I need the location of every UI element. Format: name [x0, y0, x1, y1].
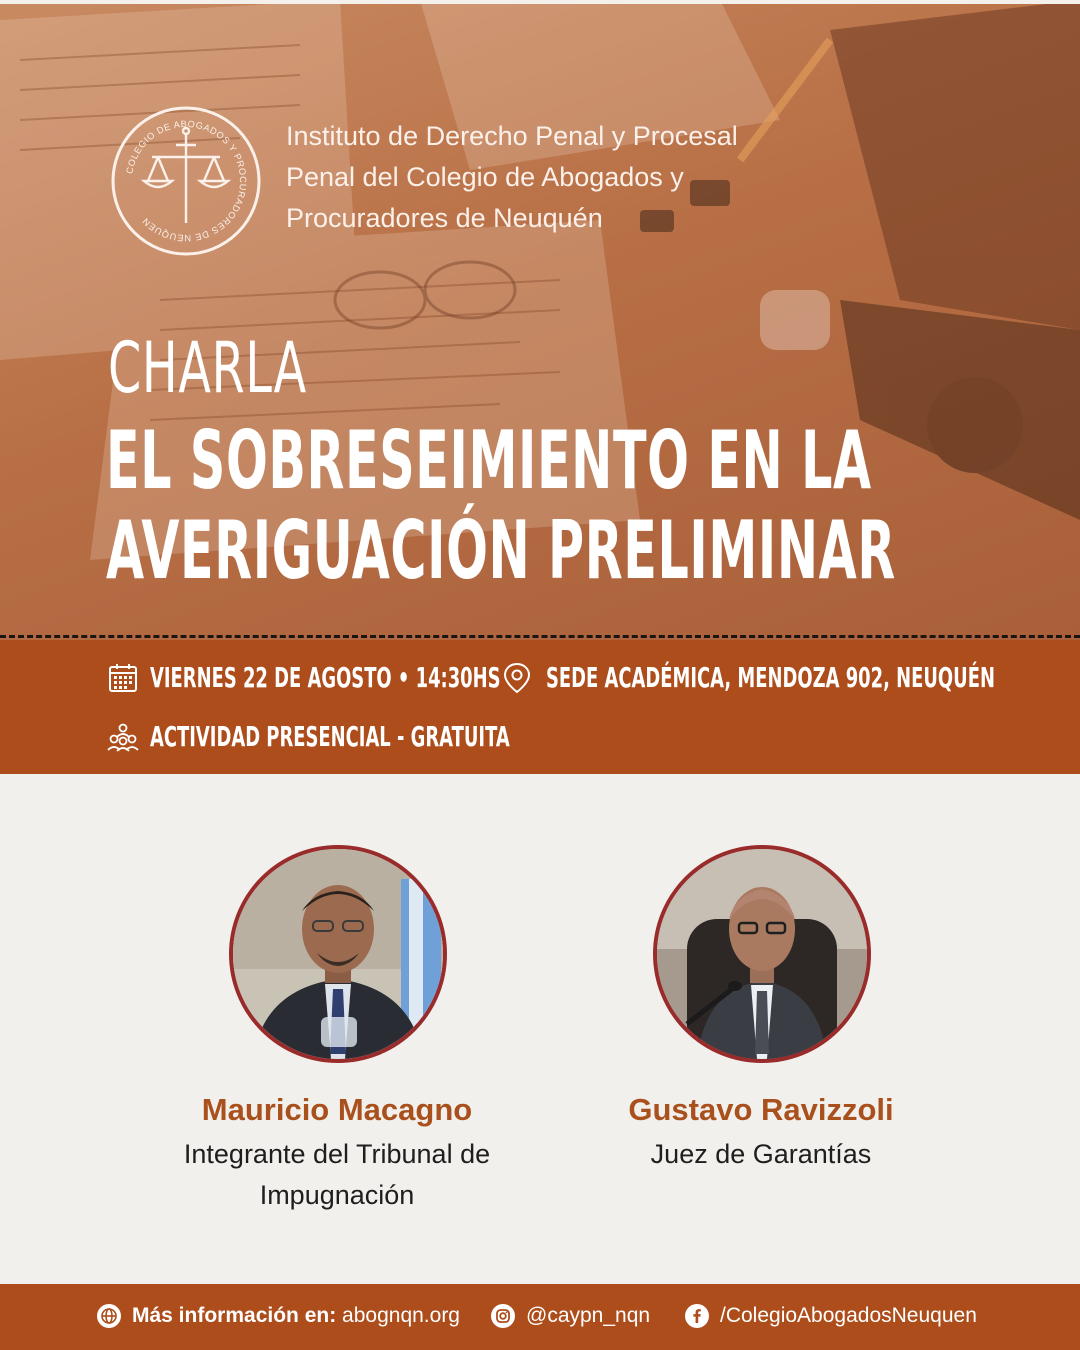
- hero-section: [0, 0, 1080, 640]
- institute-line: Procuradores de Neuquén: [286, 203, 603, 233]
- speaker-portrait-icon: [657, 849, 867, 1059]
- institute-name: [286, 116, 846, 239]
- speaker-role-line: Juez de Garantías: [650, 1139, 872, 1169]
- institute-line: Penal del Colegio de Abogados y: [286, 162, 684, 192]
- speaker-role: [137, 1134, 537, 1216]
- speaker-name: Gustavo Ravizzoli: [628, 1092, 894, 1127]
- map-pin-icon: [500, 661, 534, 695]
- website-link[interactable]: [96, 1302, 460, 1330]
- instagram-icon: [490, 1303, 516, 1329]
- scales-of-justice-sword-seal-icon: [110, 105, 262, 257]
- calendar-icon: [106, 661, 140, 695]
- website-url: abognqn.org: [342, 1304, 460, 1327]
- website-label: Más información en:: [132, 1304, 337, 1327]
- event-location-row: [500, 661, 1080, 695]
- svg-text:COLEGIO DE ABOGADOS Y PROCURAD: COLEGIO DE ABOGADOS Y PROCURADORES DE NEUQUEN: [124, 118, 249, 244]
- event-title-line: AVERIGUACIÓN PRELIMINAR: [106, 504, 896, 597]
- speaker-name: Mauricio Macagno: [201, 1092, 473, 1127]
- speaker-photo: [229, 845, 447, 1063]
- event-date-time: VIERNES 22 DE AGOSTO • 14:30HS: [150, 661, 501, 694]
- speaker-portrait-icon: [233, 849, 443, 1059]
- instagram-handle: @caypn_nqn: [526, 1304, 651, 1327]
- people-group-icon: [106, 720, 140, 754]
- globe-icon: [96, 1303, 122, 1329]
- speaker-photo: [653, 845, 871, 1063]
- event-title-line: EL SOBRESEIMIENTO EN LA: [106, 414, 872, 507]
- top-rule: [0, 0, 1080, 4]
- facebook-icon: [684, 1303, 710, 1329]
- speaker-role: [561, 1134, 961, 1175]
- event-mode-row: [106, 720, 712, 754]
- speaker-role-line: Integrante del Tribunal de: [183, 1139, 491, 1169]
- institute-line: Instituto de Derecho Penal y Procesal: [286, 121, 738, 151]
- website-text: [132, 1302, 460, 1330]
- facebook-link[interactable]: [684, 1302, 977, 1330]
- dashed-divider: [0, 635, 1080, 638]
- facebook-page: /ColegioAbogadosNeuquen: [720, 1304, 977, 1327]
- event-mode: ACTIVIDAD PRESENCIAL - GRATUITA: [150, 720, 510, 753]
- instagram-link[interactable]: [490, 1302, 650, 1330]
- event-location: SEDE ACADÉMICA, MENDOZA 902, NEUQUÉN: [546, 661, 995, 694]
- event-type-heading: CHARLA: [108, 327, 307, 409]
- speaker-role-line: Impugnación: [259, 1180, 415, 1210]
